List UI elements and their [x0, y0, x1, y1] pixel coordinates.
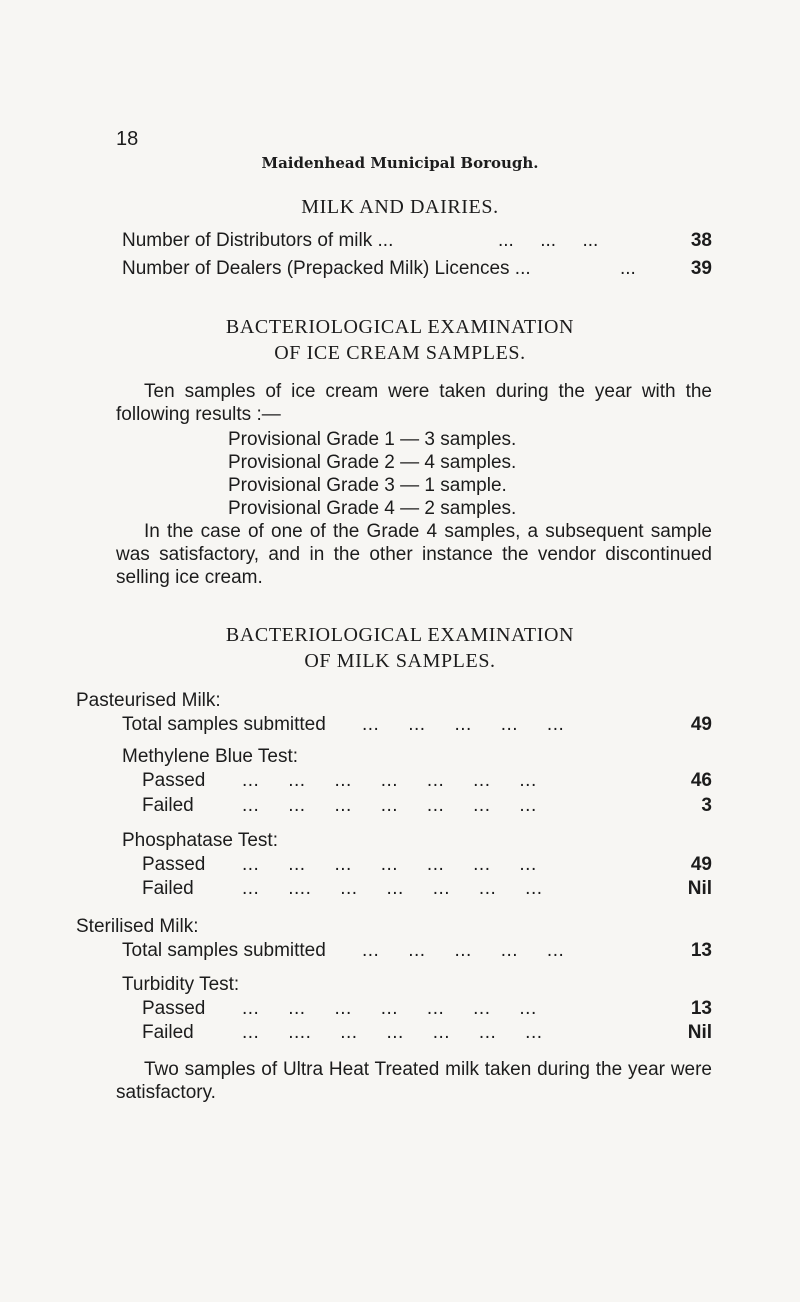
page-number: 18: [116, 128, 139, 150]
phosphatase-title: Phosphatase Test:: [122, 830, 278, 851]
methylene-failed-row: [122, 795, 712, 821]
note-paragraph: In the case of one of the Grade 4 samples, a subsequent sample was satisfactory, and in the other instance the vendor discontinued selling ice cream.: [116, 521, 712, 588]
row-label: Failed: [142, 795, 194, 816]
methylene-passed-row: [122, 770, 712, 796]
row-label: Total samples submitted: [122, 714, 326, 735]
grade-3: Provisional Grade 3 — 1 sample.: [228, 475, 507, 496]
grade-4: Provisional Grade 4 — 2 samples.: [228, 498, 517, 519]
row-value: 49: [690, 854, 712, 875]
ice-cream-heading-2: OF ICE CREAM SAMPLES.: [274, 342, 526, 364]
milk-samples-heading-2: OF MILK SAMPLES.: [304, 650, 496, 672]
sterilised-total-row: [122, 940, 712, 966]
row-dots: ... ... ... ... ... ... ...: [242, 770, 537, 791]
row-dots: ... .... ... ... ... ... ...: [242, 1022, 543, 1043]
row-value: Nil: [687, 1022, 712, 1043]
pasteurised-total-row: [122, 714, 712, 740]
intro-paragraph: Ten samples of ice cream were taken during the year with the following results :—: [116, 381, 712, 425]
ice-cream-note: [116, 520, 712, 589]
row-dots: ... ... ...: [498, 230, 599, 251]
milk-dairies-heading: MILK AND DAIRIES.: [301, 196, 499, 218]
row-dots: ... ... ... ... ... ... ...: [242, 795, 537, 816]
row-label: Failed: [142, 1022, 194, 1043]
milk-samples-heading-1: BACTERIOLOGICAL EXAMINATION: [225, 624, 575, 646]
turbidity-failed-row: [122, 1022, 712, 1048]
row-value: 13: [690, 940, 712, 961]
row-value: 38: [690, 230, 712, 251]
closing-paragraph: Two samples of Ultra Heat Treated milk taken during the year were satisfactory.: [116, 1059, 712, 1103]
row-label: Total samples submitted: [122, 940, 326, 961]
distributors-row: [122, 230, 712, 256]
turbidity-title: Turbidity Test:: [122, 974, 240, 995]
grade-1: Provisional Grade 1 — 3 samples.: [228, 429, 517, 450]
row-value: 13: [690, 998, 712, 1019]
pasteurised-title: Pasteurised Milk:: [76, 690, 221, 711]
ice-cream-intro: [116, 380, 712, 426]
ice-cream-heading-1: BACTERIOLOGICAL EXAMINATION: [225, 316, 575, 338]
row-dots: ...: [620, 258, 636, 279]
row-value: Nil: [687, 878, 712, 899]
dealers-row: [122, 258, 712, 284]
row-value: 39: [690, 258, 712, 279]
sterilised-title: Sterilised Milk:: [76, 916, 199, 937]
methylene-title: Methylene Blue Test:: [122, 746, 299, 767]
running-head: Maidenhead Municipal Borough.: [261, 154, 539, 172]
row-value: 3: [701, 795, 712, 816]
grade-2: Provisional Grade 2 — 4 samples.: [228, 452, 517, 473]
closing-note: [116, 1058, 712, 1104]
row-dots: ... .... ... ... ... ... ...: [242, 878, 543, 899]
row-dots: ... ... ... ... ... ... ...: [242, 998, 537, 1019]
row-label: Passed: [142, 770, 206, 791]
row-value: 49: [690, 714, 712, 735]
row-label: Number of Dealers (Prepacked Milk) Licences ...: [122, 258, 531, 279]
phosphatase-passed-row: [122, 854, 712, 880]
row-value: 46: [690, 770, 712, 791]
row-label: Passed: [142, 998, 206, 1019]
row-dots: ... ... ... ... ...: [362, 940, 565, 961]
row-dots: ... ... ... ... ... ... ...: [242, 854, 537, 875]
turbidity-passed-row: [122, 998, 712, 1024]
row-label: Passed: [142, 854, 206, 875]
row-label: Failed: [142, 878, 194, 899]
phosphatase-failed-row: [122, 878, 712, 904]
row-label: Number of Distributors of milk ...: [122, 230, 394, 251]
row-dots: ... ... ... ... ...: [362, 714, 565, 735]
